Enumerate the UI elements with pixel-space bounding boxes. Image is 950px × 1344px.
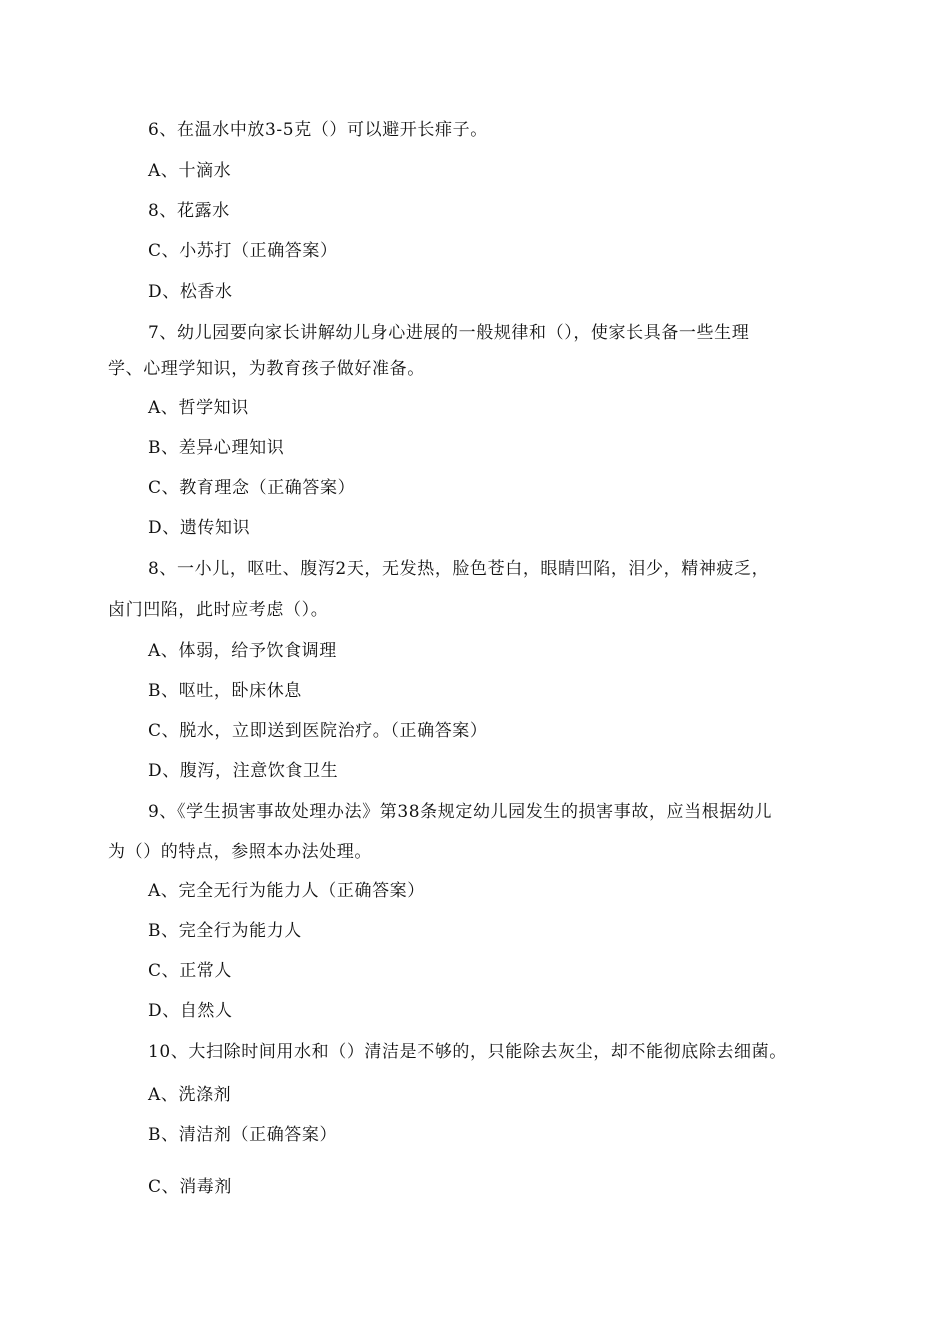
question-8-text: 8、一小儿，呕吐、腹泻2天，无发热，脸色苍白，眼睛凹陷，泪少，精神疲乏， (148, 559, 770, 579)
question-7-option-b: B、差异心理知识 (148, 438, 285, 458)
question-9-option-a: A、完全无行为能力人（正确答案） (148, 881, 425, 901)
question-7-option-c: C、教育理念（正确答案） (148, 478, 356, 498)
question-6-option-a: A、十滴水 (148, 161, 232, 181)
question-6-text: 6、在温水中放3-5克（）可以避开长痱子。 (148, 120, 488, 140)
question-7-text: 7、幼儿园要向家长讲解幼儿身心进展的一般规律和（），使家长具备一些生理 (148, 323, 750, 343)
question-8-option-d: D、腹泻，注意饮食卫生 (148, 761, 339, 781)
question-10-option-c: C、消毒剂 (148, 1177, 233, 1197)
question-8-option-c: C、脱水，立即送到医院治疗。（正确答案） (148, 721, 488, 741)
question-6-option-b: 8、花露水 (148, 201, 230, 221)
question-8-text-cont: 卤门凹陷，此时应考虑（）。 (108, 600, 329, 620)
question-6-option-c: C、小苏打（正确答案） (148, 241, 338, 261)
question-7-text-cont: 学、心理学知识，为教育孩子做好准备。 (108, 359, 425, 379)
question-10-option-b: B、清洁剂（正确答案） (148, 1125, 338, 1145)
question-8-option-b: B、呕吐，卧床休息 (148, 681, 302, 701)
question-10-option-a: A、洗涤剂 (148, 1085, 232, 1105)
question-9-option-d: D、自然人 (148, 1001, 233, 1021)
question-9-option-b: B、完全行为能力人 (148, 921, 302, 941)
question-9-text-cont: 为（）的特点，参照本办法处理。 (108, 842, 372, 862)
question-6-option-d: D、松香水 (148, 282, 233, 302)
question-8-option-a: A、体弱，给予饮食调理 (148, 641, 337, 661)
question-9-option-c: C、正常人 (148, 961, 233, 981)
question-9-text: 9、《学生损害事故处理办法》第38条规定幼儿园发生的损害事故，应当根据幼儿 (148, 802, 773, 822)
question-10-text: 10、大扫除时间用水和（）清洁是不够的，只能除去灰尘，却不能彻底除去细菌。 (148, 1042, 787, 1062)
question-7-option-a: A、哲学知识 (148, 398, 249, 418)
question-7-option-d: D、遗传知识 (148, 518, 251, 538)
